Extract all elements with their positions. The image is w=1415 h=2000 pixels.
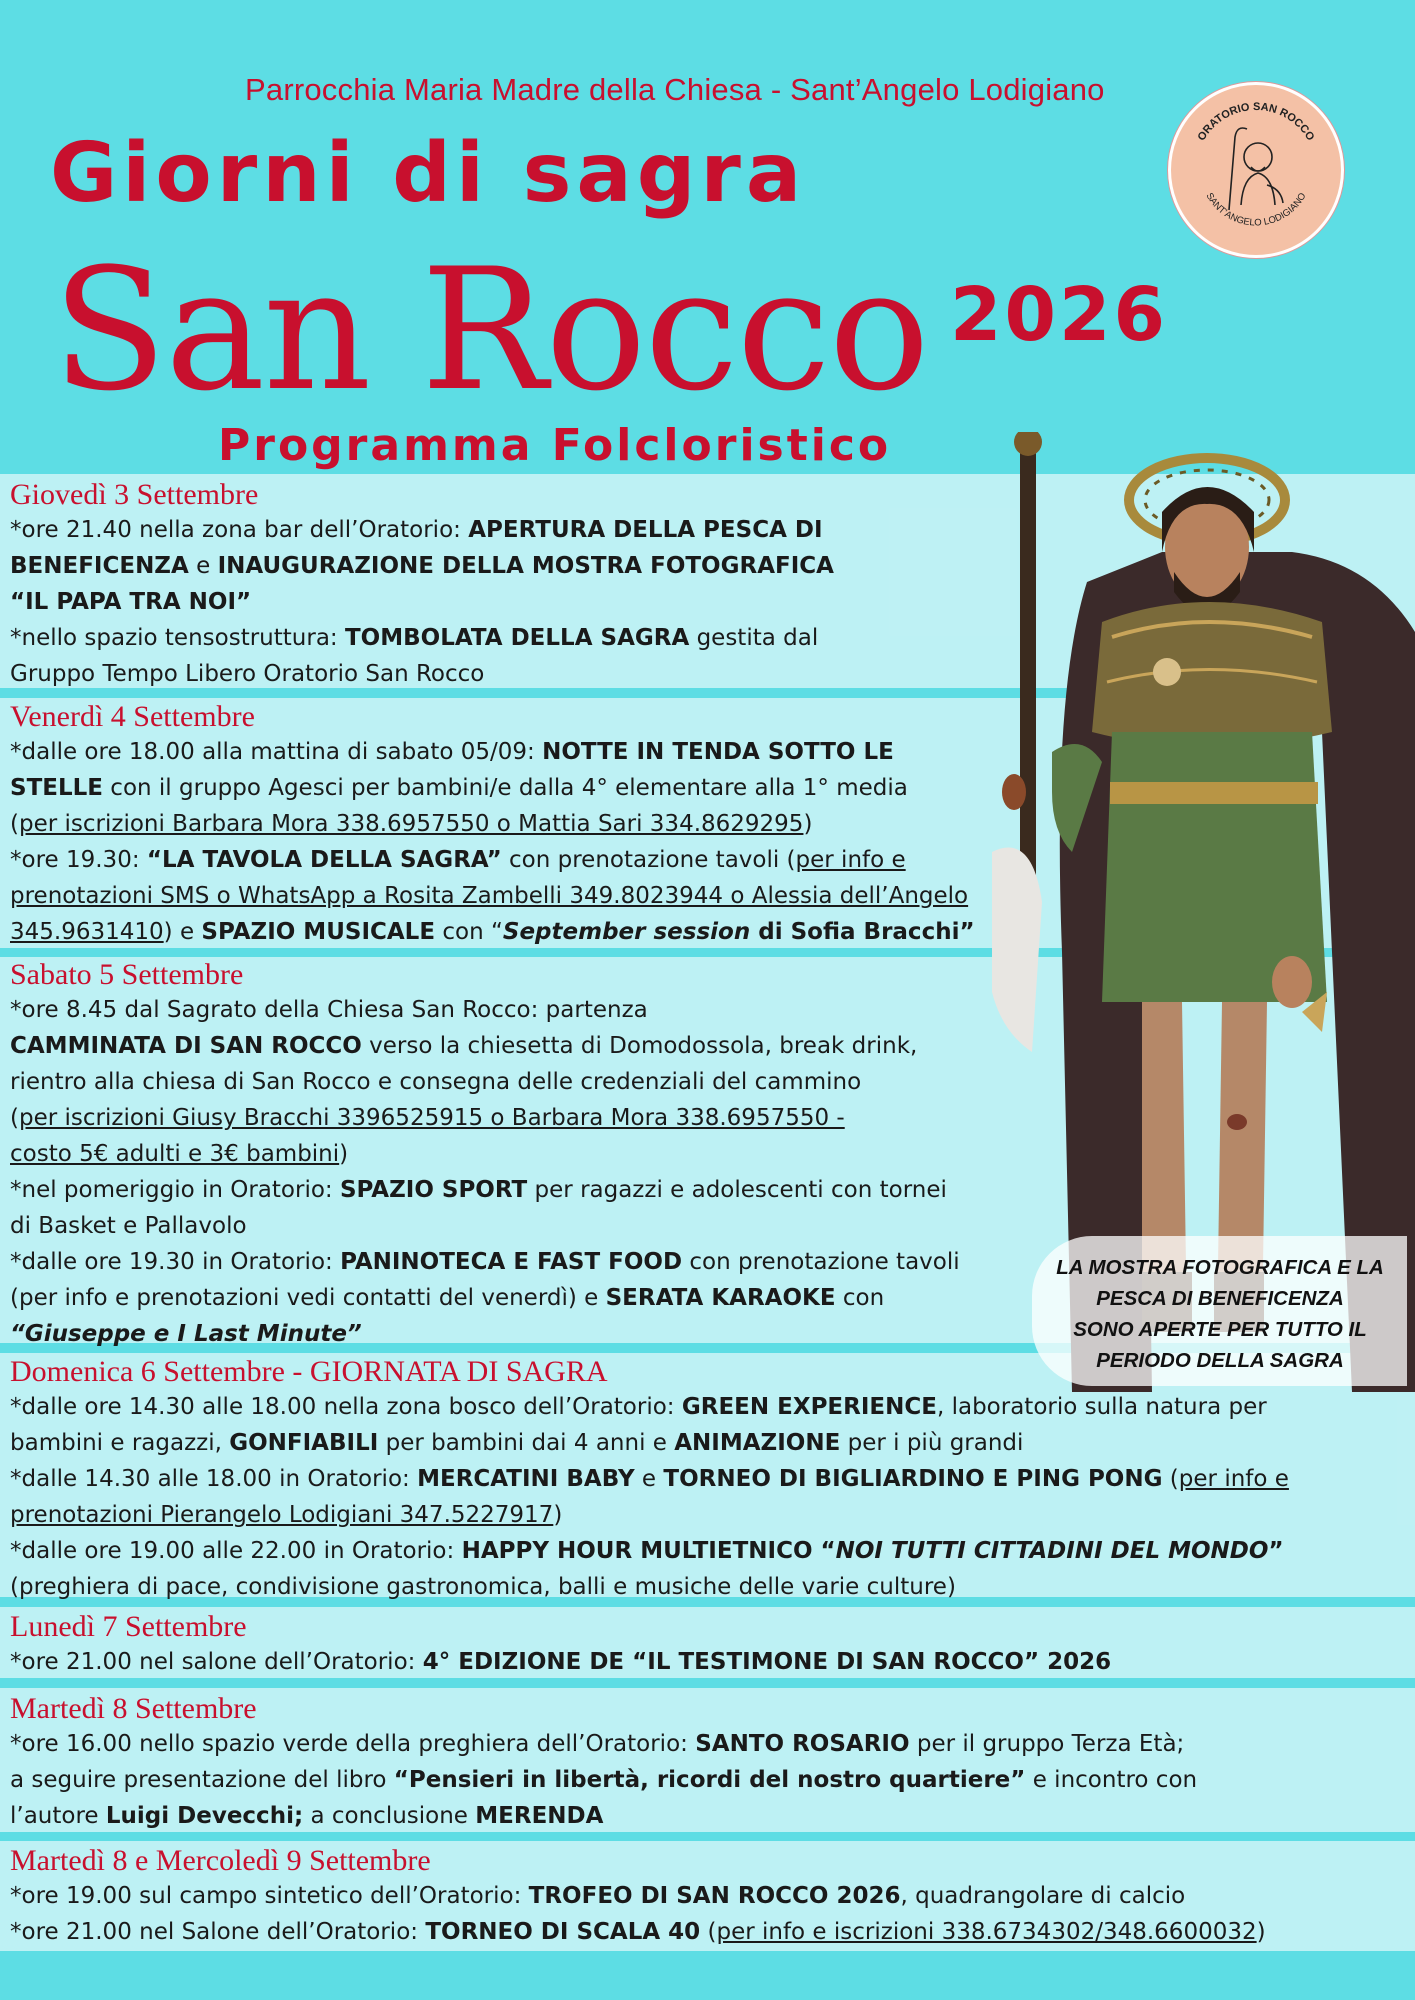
day-section-saturday: Sabato 5 Settembre *ore 8.45 dal Sagrato della Chiesa San Rocco: partenza CAMMINATA DI SAN ROCCO verso la chiesetta di Domodossola, break drink, rientro alla chiesa di San Rocco e consegna delle credenziali del cammino (per iscrizioni Giusy Bracchi 3396525915 o Barbara Mora 338.6957550 - costo 5€ adulti e 3€ bambini) *nel pomeriggio in Oratorio: SPAZIO SPORT per ragazzi e adolescenti con tornei di Basket e Pallavolo *dalle ore 19.30 in Oratorio: PANINOTECA E FAST FOOD con prenotazione tavoli (per info e prenotazioni vedi contatti del venerdì) e SERATA KARAOKE con “Giuseppe e I Last Minute” <box>0 958 1050 1352</box>
subtitle: Programma Folcloristico <box>218 420 892 471</box>
oratorio-logo <box>1168 82 1344 258</box>
day-section-tuesday: Martedì 8 Settembre *ore 16.00 nello spazio verde della preghiera dell’Oratorio: SANTO ROSARIO per il gruppo Terza Età; a seguire presentazione del libro “Pensieri in libertà, ricordi del nostro quartiere” e incontro con l’autore Luigi Devecchi; a conclusione MERENDA <box>0 1692 1415 1834</box>
day-title: Giovedì 3 Settembre <box>10 478 259 511</box>
day-section-thursday: Giovedì 3 Settembre *ore 21.40 nella zona bar dell’Oratorio: APERTURA DELLA PESCA DI BENEFICENZA e INAUGURAZIONE DELLA MOSTRA FOTOGRAFICA “IL PAPA TRA NOI” *nello spazio tensostruttura: TOMBOLATA DELLA SAGRA gestita dal Gruppo Tempo Libero Oratorio San Rocco <box>0 478 1050 692</box>
title-line2: San Rocco <box>52 232 928 428</box>
oratorio-seal-icon <box>1171 85 1341 255</box>
day-section-tuesday-wednesday: Martedì 8 e Mercoledì 9 Settembre *ore 19.00 sul campo sintetico dell’Oratorio: TROFEO DI SAN ROCCO 2026, quadrangolare di calcio *ore 21.00 nel Salone dell’Oratorio: TORNEO DI SCALA 40 (per info e iscrizioni 338.6734302/348.6600032) <box>0 1844 1415 1950</box>
notice-text: LA MOSTRA FOTOGRAFICA E LA PESCA DI BENEFICENZA SONO APERTE PER TUTTO IL PERIODO DELLA SAGRA <box>1056 1256 1384 1372</box>
day-title: Venerdì 4 Settembre <box>10 700 255 733</box>
day-section-friday: Venerdì 4 Settembre *dalle ore 18.00 alla mattina di sabato 05/09: NOTTE IN TENDA SOTTO LE STELLE con il gruppo Agesci per bambini/e dalla 4° elementare alla 1° media (per iscrizioni Barbara Mora 338.6957550 o Mattia Sari 334.8629295) *ore 19.30: “LA TAVOLA DELLA SAGRA” con prenotazione tavoli (per info e prenotazioni SMS o WhatsApp a Rosita Zambelli 349.8023944 o Alessia dell’Angelo 345.9631410) e SPAZIO MUSICALE con “September session di Sofia Bracchi” <box>0 700 1050 950</box>
day-title: Martedì 8 Settembre <box>10 1692 257 1725</box>
parish-name: Parrocchia Maria Madre della Chiesa - Sant’Angelo Lodigiano <box>245 72 1105 107</box>
svg-text:ORATORIO SAN ROCCO: ORATORIO SAN ROCCO <box>1195 100 1317 143</box>
svg-text:SANT’ANGELO LODIGIANO: SANT’ANGELO LODIGIANO <box>1203 190 1309 229</box>
day-title: Domenica 6 Settembre - GIORNATA DI SAGRA <box>10 1355 608 1388</box>
title-line1: Giorni di sagra <box>50 126 807 221</box>
day-title: Lunedì 7 Settembre <box>10 1610 247 1643</box>
day-title: Martedì 8 e Mercoledì 9 Settembre <box>10 1844 431 1877</box>
day-section-sunday: Domenica 6 Settembre - GIORNATA DI SAGRA *dalle ore 14.30 alle 18.00 nella zona bosco dell’Oratorio: GREEN EXPERIENCE, laboratorio sulla natura per bambini e ragazzi, GONFIABILI per bambini dai 4 anni e ANIMAZIONE per i più grandi *dalle 14.30 alle 18.00 in Oratorio: MERCATINI BABY e TORNEO DI BIGLIARDINO E PING PONG (per info e prenotazioni Pierangelo Lodigiani 347.5227917) *dalle ore 19.00 alle 22.00 in Oratorio: HAPPY HOUR MULTIETNICO “NOI TUTTI CITTADINI DEL MONDO” (preghiera di pace, condivisione gastronomica, balli e musiche delle varie culture) <box>0 1355 1415 1605</box>
day-title: Sabato 5 Settembre <box>10 958 244 991</box>
title-year: 2026 <box>950 272 1168 358</box>
day-section-monday: Lunedì 7 Settembre *ore 21.00 nel salone dell’Oratorio: 4° EDIZIONE DE “IL TESTIMONE DI SAN ROCCO” 2026 <box>0 1610 1415 1680</box>
